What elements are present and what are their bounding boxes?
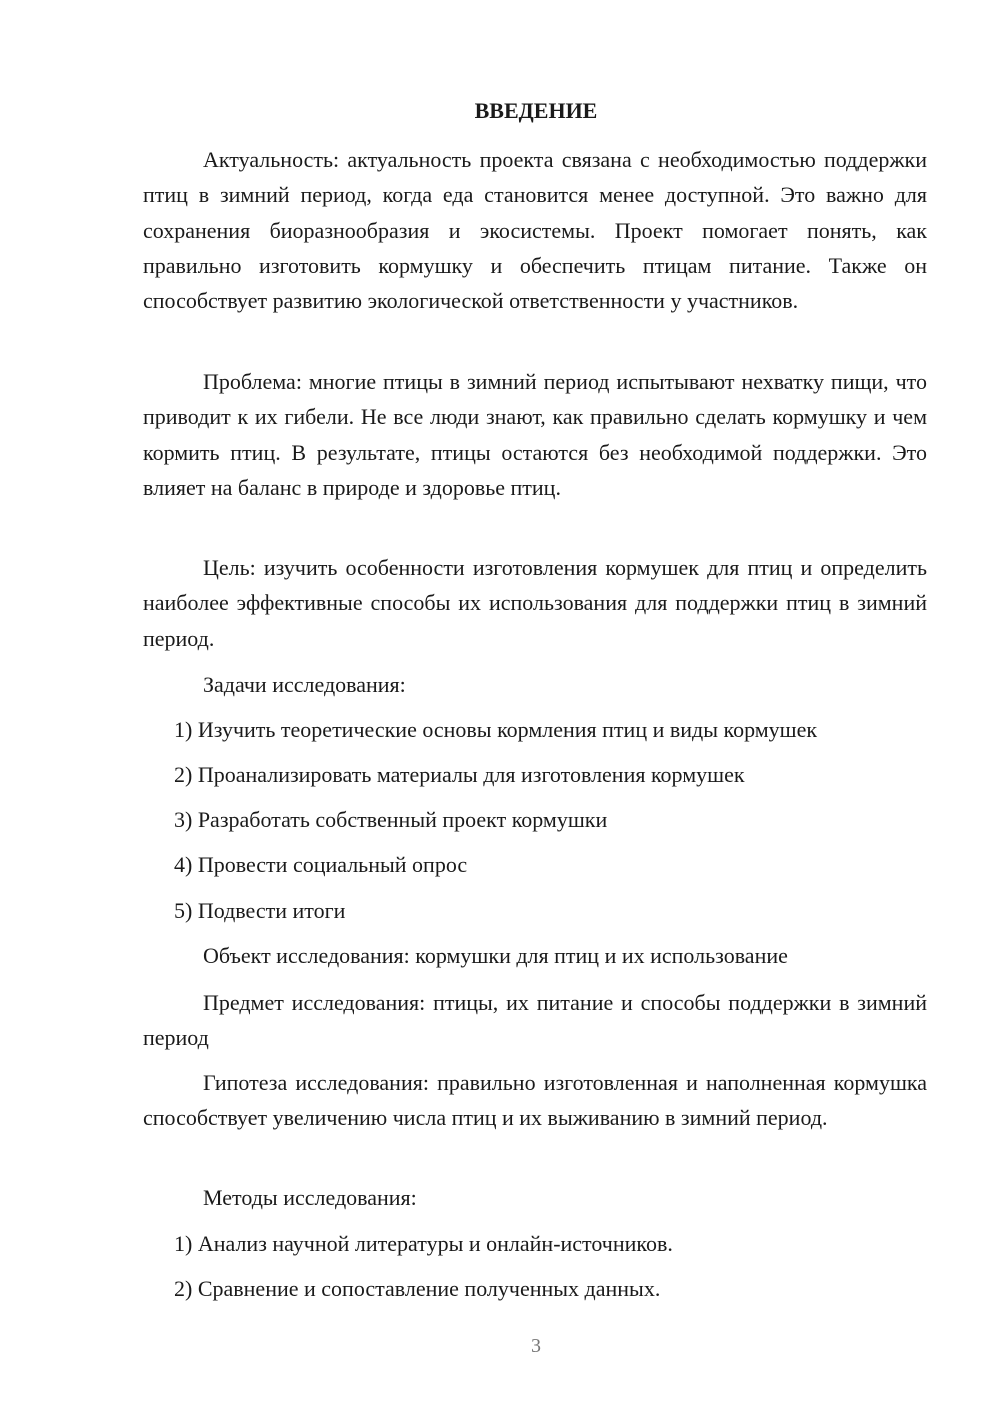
task-item: 4) Провести социальный опрос — [174, 852, 468, 877]
object-line: Объект исследования: кормушки для птиц и их использование — [203, 943, 788, 968]
relevance-paragraph: Актуальность: актуальность проекта связана с необходимостью поддержки птиц в зимний период, когда еда становится менее доступной. Это важно для сохранения биоразнообразия и экосистемы. Проект помогает понять, как правильно изготовить кормушку и обеспечить птицам питание. Также он способствует развитию экологической ответственности у участников. — [143, 147, 927, 314]
methods-heading: Методы исследования: — [203, 1185, 417, 1210]
task-item: 1) Изучить теоретические основы кормления птиц и виды кормушек — [174, 717, 818, 742]
subject-paragraph: Предмет исследования: птицы, их питание и способы поддержки в зимний период — [143, 990, 927, 1051]
task-item: 5) Подвести итоги — [174, 898, 346, 923]
page-number: 3 — [531, 1335, 541, 1357]
task-item: 3) Разработать собственный проект кормушки — [174, 807, 608, 832]
method-item: 2) Сравнение и сопоставление полученных данных. — [174, 1276, 661, 1301]
hypothesis-paragraph: Гипотеза исследования: правильно изготовленная и наполненная кормушка способствует увеличению числа птиц и их выживанию в зимний период. — [143, 1070, 927, 1131]
method-item: 1) Анализ научной литературы и онлайн-источников. — [174, 1231, 673, 1256]
page-title: ВВЕДЕНИЕ — [474, 98, 598, 123]
problem-paragraph: Проблема: многие птицы в зимний период испытывают нехватку пищи, что приводит к их гибели. Не все люди знают, как правильно сделать кормушку и чем кормить птиц. В результате, птицы остаются без необходимой поддержки. Это влияет на баланс в природе и здоровье птиц. — [143, 369, 927, 500]
tasks-heading: Задачи исследования: — [203, 672, 406, 697]
goal-paragraph: Цель: изучить особенности изготовления кормушек для птиц и определить наиболее эффективные способы их использования для поддержки птиц в зимний период. — [143, 555, 927, 651]
task-item: 2) Проанализировать материалы для изготовления кормушек — [174, 762, 745, 787]
